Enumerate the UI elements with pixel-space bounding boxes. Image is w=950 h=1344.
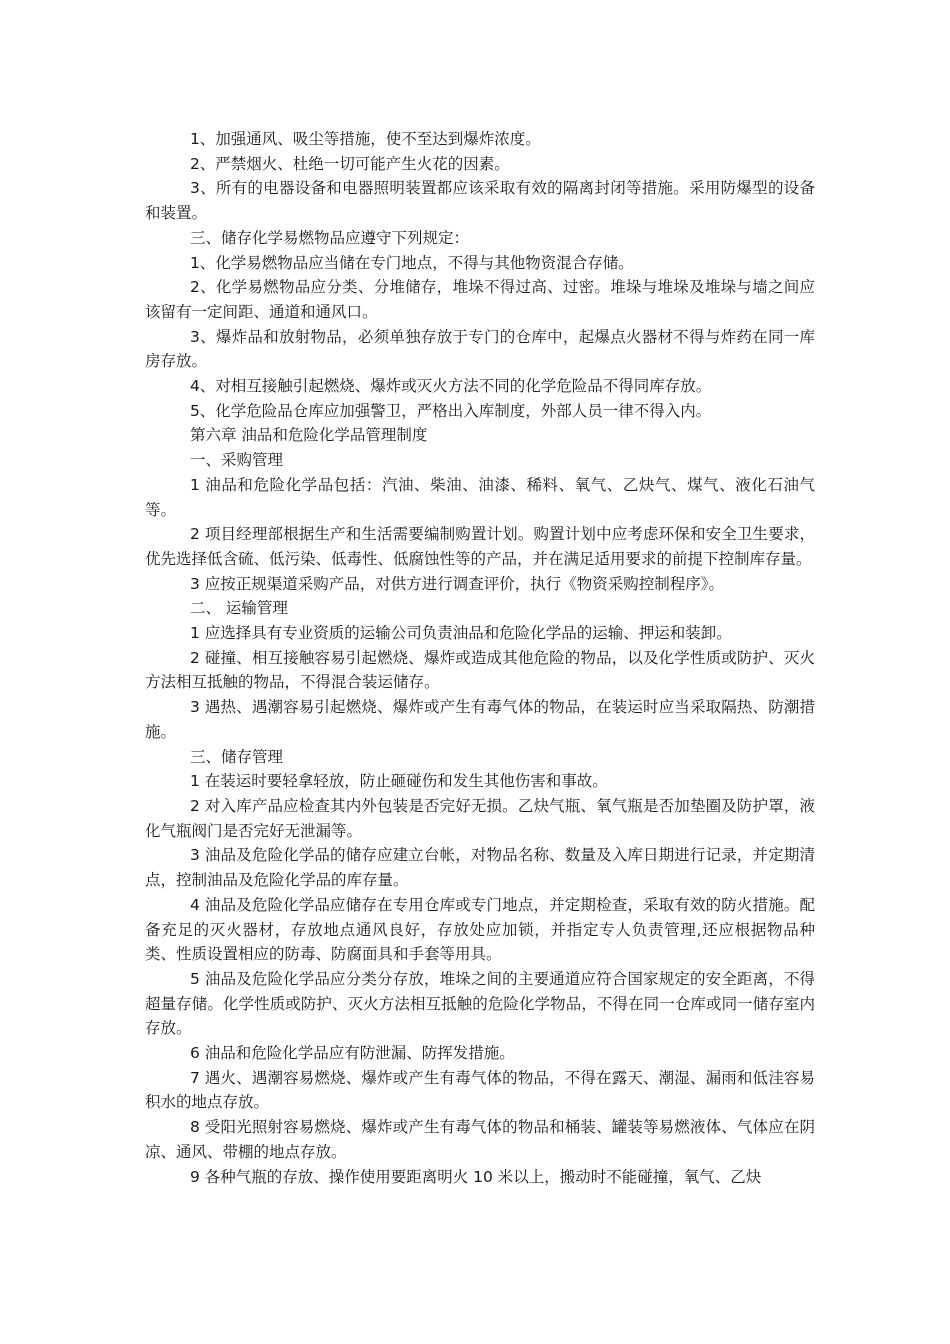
- section-heading: 一、采购管理: [189, 451, 283, 470]
- document-body: [145, 127, 815, 1189]
- paragraph: 2、严禁烟火、杜绝一切可能产生火花的因素。: [189, 154, 510, 173]
- paragraph: 6 油品和危险化学品应有防泄漏、防挥发措施。: [189, 1044, 515, 1063]
- chapter-heading: 第六章 油品和危险化学品管理制度: [189, 426, 428, 445]
- paragraph: 4 油品及危险化学品应储存在专用仓库或专门地点，并定期检查，采取有效的防火措施。配备充足的灭火器材，存放地点通风良好，存放处应加锁，并指定专人负责管理,还应根据物品种类、性质设置相应的防毒、防腐面具和手套等用具。: [145, 895, 815, 964]
- section-heading: 二、 运输管理: [189, 599, 288, 618]
- paragraph: 1 应选择具有专业资质的运输公司负责油品和危险化学品的运输、押运和装卸。: [189, 624, 732, 643]
- paragraph: 3、爆炸品和放射物品，必须单独存放于专门的仓库中，起爆点火器材不得与炸药在同一库房存放。: [145, 327, 815, 371]
- paragraph: 2 对入库产品应检查其内外包装是否完好无损。乙炔气瓶、氧气瓶是否加垫圈及防护罩，液化气瓶阀门是否完好无泄漏等。: [145, 796, 815, 840]
- paragraph: 2、化学易燃物品应分类、分堆储存，堆垛不得过高、过密。堆垛与堆垛及堆垛与墙之间应该留有一定间距、通道和通风口。: [145, 278, 815, 321]
- paragraph: 3、所有的电器设备和电器照明装置都应该采取有效的隔离封闭等措施。采用防爆型的设备和装置。: [145, 179, 815, 223]
- paragraph: 9 各种气瓶的存放、操作使用要距离明火 10 米以上，搬动时不能碰撞，氧气、乙炔: [189, 1167, 762, 1186]
- paragraph: 3 油品及危险化学品的储存应建立台帐，对物品名称、数量及入库日期进行记录，并定期清点，控制油品及危险化学品的库存量。: [145, 846, 815, 890]
- paragraph: 2 项目经理部根据生产和生活需要编制购置计划。购置计划中应考虑环保和安全卫生要求，优先选择低含硫、低污染、低毒性、低腐蚀性等的产品，并在满足适用要求的前提下控制库存量。: [145, 525, 815, 568]
- paragraph: 3 应按正规渠道采购产品，对供方进行调查评价，执行《物资采购控制程序》。: [189, 574, 724, 593]
- paragraph: 5 油品及危险化学品应分类分存放，堆垛之间的主要通道应符合国家规定的安全距离，不得超量存储。化学性质或防护、灭火方法相互抵触的危险化学物品，不得在同一仓库或同一储存室内存放。: [145, 969, 815, 1038]
- paragraph: 3 遇热、遇潮容易引起燃烧、爆炸或产生有毒气体的物品，在装运时应当采取隔热、防潮措施。: [145, 698, 815, 741]
- paragraph: 2 碰撞、相互接触容易引起燃烧、爆炸或造成其他危险的物品，以及化学性质或防护、灭火方法相互抵触的物品，不得混合装运储存。: [145, 648, 815, 692]
- paragraph: 1、化学易燃物品应当储在专门地点，不得与其他物资混合存储。: [189, 253, 634, 272]
- section-heading: 三、储存化学易燃物品应遵守下列规定：: [189, 228, 469, 247]
- paragraph: 7 遇火、遇潮容易燃烧、爆炸或产生有毒气体的物品，不得在露天、潮湿、漏雨和低洼容易积水的地点存放。: [145, 1068, 815, 1112]
- paragraph: 1 在装运时要轻拿轻放，防止砸碰伤和发生其他伤害和事故。: [189, 772, 608, 791]
- paragraph: 4、对相互接触引起燃烧、爆炸或灭火方法不同的化学危险品不得同库存放。: [189, 377, 712, 396]
- paragraph: 5、化学危险品仓库应加强警卫，严格出入库制度，外部人员一律不得入内。: [189, 401, 712, 420]
- paragraph: 1、加强通风、吸尘等措施，使不至达到爆炸浓度。: [189, 130, 541, 148]
- paragraph: 1 油品和危险化学品包括：汽油、柴油、油漆、稀料、氧气、乙炔气、煤气、液化石油气等。: [145, 475, 815, 519]
- section-heading: 三、储存管理: [189, 747, 283, 766]
- paragraph: 8 受阳光照射容易燃烧、爆炸或产生有毒气体的物品和桶装、罐装等易燃液体、气体应在阴凉、通风、带棚的地点存放。: [145, 1118, 815, 1161]
